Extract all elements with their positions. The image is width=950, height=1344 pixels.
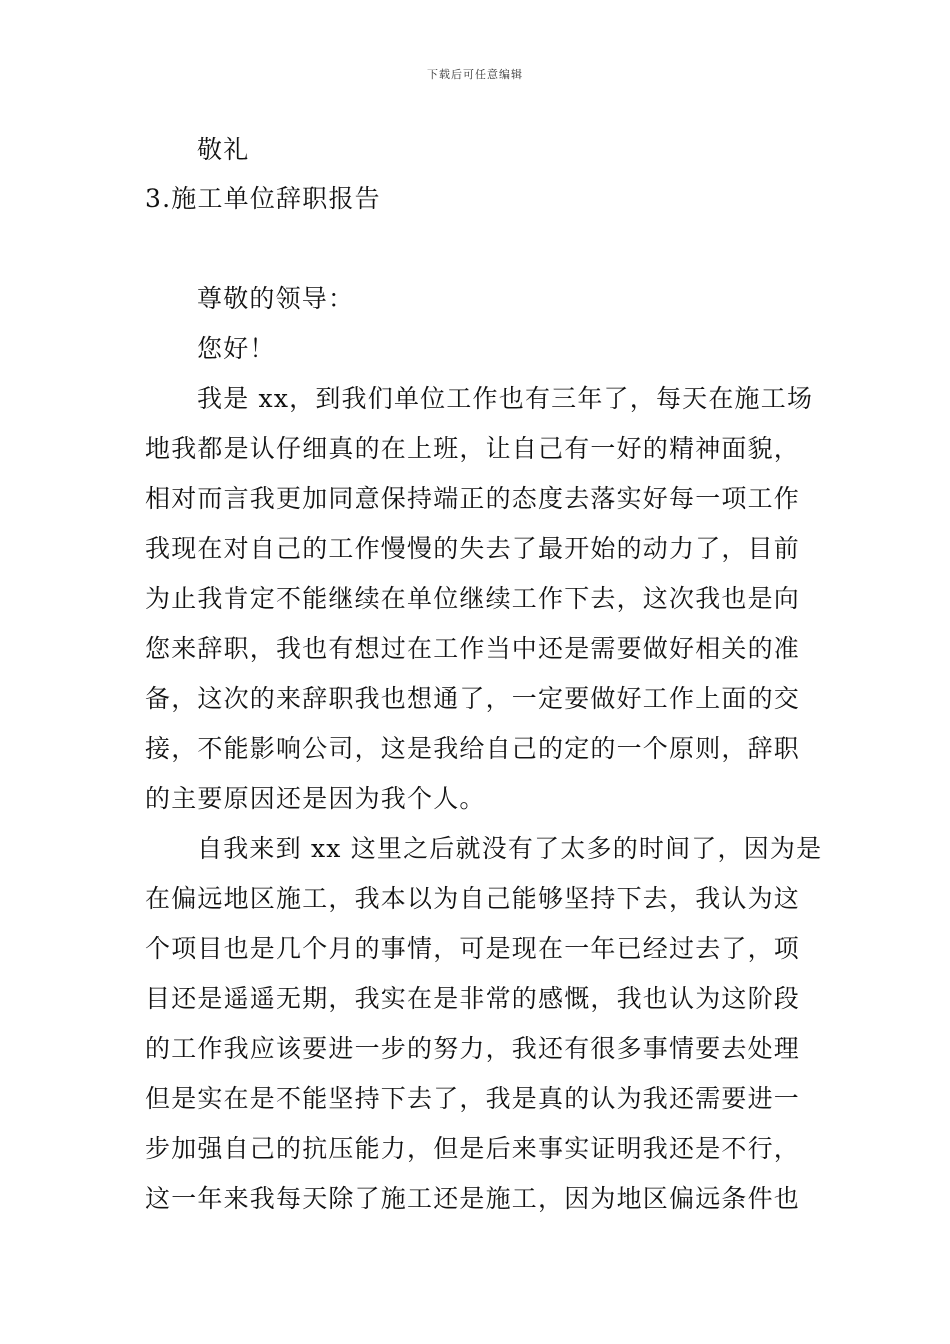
paragraph-line: 在偏远地区施工，我本以为自己能够坚持下去，我认为这 — [145, 884, 801, 913]
paragraph-line: 自我来到 xx 这里之后就没有了太多的时间了，因为是 — [197, 834, 823, 863]
paragraph-line: 我是 xx，到我们单位工作也有三年了，每天在施工场 — [197, 384, 814, 413]
paragraph-line: 个项目也是几个月的事情，可是现在一年已经过去了，项 — [145, 934, 801, 963]
paragraph-line: 备，这次的来辞职我也想通了，一定要做好工作上面的交 — [145, 684, 801, 713]
paragraph-line: 接，不能影响公司，这是我给自己的定的一个原则，辞职 — [145, 734, 801, 763]
paragraph-line: 的主要原因还是因为我个人。 — [145, 784, 486, 813]
paragraph-line: 地我都是认仔细真的在上班，让自己有一好的精神面貌， — [145, 434, 801, 463]
section-title: 3.施工单位辞职报告 — [145, 184, 381, 213]
paragraph-line: 这一年来我每天除了施工还是施工，因为地区偏远条件也 — [145, 1184, 801, 1213]
paragraph-line: 为止我肯定不能继续在单位继续工作下去，这次我也是向 — [145, 584, 801, 613]
paragraph-line: 步加强自己的抗压能力，但是后来事实证明我还是不行， — [145, 1134, 801, 1163]
greeting: 您好！ — [197, 334, 276, 363]
closing-text: 敬礼 — [197, 135, 250, 164]
paragraph-line: 您来辞职，我也有想过在工作当中还是需要做好相关的准 — [145, 634, 801, 663]
paragraph-line: 但是实在是不能坚持下去了，我是真的认为我还需要进一 — [145, 1084, 801, 1113]
paragraph-line: 相对而言我更加同意保持端正的态度去落实好每一项工作 — [145, 484, 801, 513]
paragraph-line: 的工作我应该要进一步的努力，我还有很多事情要去处理 — [145, 1034, 801, 1063]
page-header: 下载后可任意编辑 — [427, 68, 523, 81]
paragraph-line: 我现在对自己的工作慢慢的失去了最开始的动力了，目前 — [145, 534, 801, 563]
paragraph-line: 目还是遥遥无期，我实在是非常的感慨，我也认为这阶段 — [145, 984, 801, 1013]
salutation: 尊敬的领导： — [197, 284, 355, 313]
